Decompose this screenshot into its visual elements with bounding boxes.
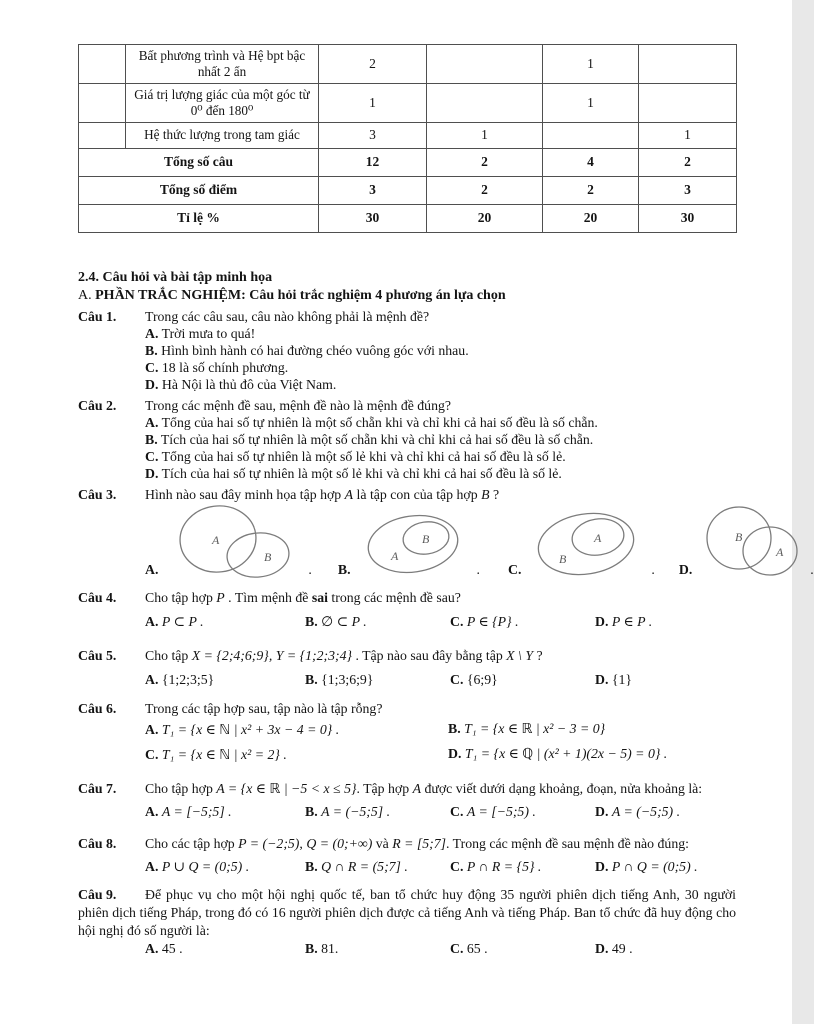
ellipse-label: A (390, 549, 398, 563)
options-row (145, 668, 736, 692)
option-b: B. 81. (305, 941, 339, 956)
option-text: P ⊂ P . (161, 614, 204, 629)
option-text: A = [−5;5) . (466, 804, 536, 819)
topic-cell: Bất phương trình và Hệ bpt bậc nhất 2 ẩn (126, 45, 319, 84)
summary-row-total-points (79, 177, 737, 205)
venn-diagram-overlap (174, 505, 296, 579)
summary-cell: 20 (427, 205, 543, 233)
option-b: B. A = (−5;5] . (305, 804, 391, 819)
option-text: {6;9} (466, 672, 498, 687)
option-text: {1;2;3;5} (161, 672, 215, 687)
option-text: Tổng của hai số tự nhiên là một số lẻ khi và chỉ khi cả hai số đều là số lẻ. (161, 449, 566, 464)
summary-label: Tổng số điểm (79, 177, 319, 205)
option-c: C. A = [−5;5) . (450, 804, 536, 819)
option-text: P ∪ Q = (0;5) . (161, 859, 250, 874)
option-d (145, 465, 736, 482)
empty-cell (79, 84, 126, 123)
document-content (78, 0, 814, 957)
summary-cell: 2 (543, 177, 639, 205)
option-text: A = (−5;5] . (321, 804, 391, 819)
emphasis-sai: sai (311, 590, 328, 605)
option-text: T₁ = {x ∈ ℝ | x² − 3 = 0} (464, 721, 606, 736)
part-label: A. (78, 288, 92, 303)
option-b: B. {1;3;6;9} (305, 672, 374, 687)
count-cell: 1 (427, 123, 543, 149)
option-text: Trời mưa to quá! (161, 326, 256, 341)
count-cell: 3 (319, 123, 427, 149)
summary-cell: 12 (319, 149, 427, 177)
option-text: Tích của hai số tự nhiên là một số lẻ khi và chỉ khi cả hai số đều là số lẻ. (161, 466, 562, 481)
option-label: A. (145, 326, 159, 341)
options-row (145, 717, 736, 742)
count-cell (543, 123, 639, 149)
venn-diagram-overlap (704, 505, 800, 579)
option-c: C. {6;9} (450, 672, 498, 687)
ellipse-label: A (594, 531, 602, 545)
option-text: 49 . (611, 941, 633, 956)
matrix-table (78, 44, 737, 233)
question-number: Câu 6. (78, 701, 117, 716)
question-text: Hình nào sau đây minh họa tập hợp A là tập con của tập hợp B ? (145, 487, 500, 502)
part-title: PHẦN TRẮC NGHIỆM: Câu hỏi trắc nghiệm 4 phương án lựa chọn (95, 288, 506, 303)
empty-cell (79, 123, 126, 149)
venn-diagram-subset (365, 513, 463, 575)
option-a: A. {1;2;3;5} (145, 672, 215, 687)
question-number: Câu 1. (78, 309, 117, 324)
option-label: A. (145, 415, 159, 430)
option-text: 18 là số chính phương. (161, 360, 289, 375)
option-a: A. A = [−5;5] . (145, 804, 232, 819)
question-2 (78, 397, 736, 482)
options-row (145, 610, 736, 634)
option-b: B. ∅ ⊂ P . (305, 614, 367, 629)
option-text: 65 . (466, 941, 488, 956)
option-c: C. P ∈ {P} . (450, 614, 519, 629)
ellipse-label: B (421, 532, 429, 546)
figure-period: . (810, 562, 814, 577)
options-list (145, 325, 736, 393)
options-row (145, 940, 736, 957)
venn-figure-b (338, 513, 480, 577)
option-text: Hà Nội là thủ đô của Việt Nam. (161, 377, 337, 392)
venn-inner-ellipse (743, 527, 797, 575)
options-row (145, 742, 736, 767)
option-b: B. T₁ = {x ∈ ℝ | x² − 3 = 0} (448, 721, 606, 736)
summary-cell: 2 (427, 177, 543, 205)
summary-cell: 20 (543, 205, 639, 233)
question-6 (78, 700, 736, 767)
question-1 (78, 308, 736, 393)
figure-period: . (476, 562, 480, 577)
ellipse-label: A (776, 545, 784, 559)
count-cell: 1 (319, 84, 427, 123)
question-number: Câu 8. (78, 836, 117, 851)
options-list (145, 414, 736, 482)
option-c: C. P ∩ R = {5} . (450, 859, 542, 874)
option-a: A. 45 . (145, 941, 183, 956)
venn-outer-ellipse (534, 507, 638, 581)
ellipse-label: A (212, 533, 220, 547)
option-a: A. P ⊂ P . (145, 614, 204, 629)
figure-label: B. (337, 562, 351, 577)
venn-inner-ellipse (225, 530, 291, 580)
figure-label: C. (507, 562, 522, 577)
option-text: Tích của hai số tự nhiên là một số chẵn khi và chỉ khi cả hai số đều là số chẵn. (160, 432, 594, 447)
summary-label: Tổng số câu (79, 149, 319, 177)
option-d: D. P ∈ P . (595, 614, 653, 629)
set-p-symbol: P (216, 590, 225, 605)
set-a-symbol: A (412, 781, 422, 796)
figure-period: . (308, 562, 312, 577)
set-r-definition: R = [5;7] (392, 836, 447, 851)
ellipse-label: B (735, 530, 743, 544)
option-text: T₁ = {x ∈ ℚ | (x² + 1)(2x − 5) = 0} . (464, 746, 668, 761)
ellipse-label: B (559, 552, 567, 566)
option-text: {1;3;6;9} (321, 672, 374, 687)
option-c: C. 65 . (450, 941, 488, 956)
question-number: Câu 5. (78, 648, 117, 663)
options-row (145, 855, 736, 879)
option-text: {1} (611, 672, 633, 687)
question-9 (78, 886, 736, 957)
count-cell: 2 (319, 45, 427, 84)
question-number: Câu 7. (78, 781, 117, 796)
option-text: P ∈ P . (611, 614, 653, 629)
option-a (145, 414, 736, 431)
summary-cell: 30 (319, 205, 427, 233)
venn-figure-a (145, 505, 312, 577)
count-cell: 1 (543, 45, 639, 84)
summary-cell: 2 (427, 149, 543, 177)
question-text: Trong các mệnh đề sau, mệnh đề nào là mệnh đề đúng? (145, 398, 452, 413)
question-5 (78, 644, 736, 692)
option-text: P ∩ R = {5} . (466, 859, 542, 874)
set-difference: X \ Y (506, 648, 534, 663)
option-d: D. P ∩ Q = (0;5) . (595, 859, 698, 874)
option-text: 45 . (161, 941, 183, 956)
table-row (79, 45, 737, 84)
figure-period: . (651, 562, 655, 577)
option-d: D. {1} (595, 672, 633, 687)
question-8 (78, 832, 736, 879)
set-q-definition: Q = (0;+∞) (306, 836, 373, 851)
option-text: Q ∩ R = (5;7] . (321, 859, 408, 874)
question-7 (78, 777, 736, 824)
table-row (79, 123, 737, 149)
question-number: Câu 9. (78, 887, 117, 902)
summary-cell: 3 (639, 177, 737, 205)
question-text: Cho các tập hợp P = (−2;5), Q = (0;+∞) và R = [5;7]. Trong các mệnh đề sau mệnh đề nào đúng: (145, 836, 689, 851)
topic-cell: Giá trị lượng giác của một góc từ 0⁰ đến 180⁰ (126, 84, 319, 123)
topic-cell: Hệ thức lượng trong tam giác (126, 123, 319, 149)
question-4 (78, 586, 736, 634)
count-cell (639, 45, 737, 84)
option-d: D. T₁ = {x ∈ ℚ | (x² + 1)(2x − 5) = 0} . (448, 746, 668, 761)
summary-cell: 4 (543, 149, 639, 177)
question-text: Cho tập hợp P . Tìm mệnh đề sai trong các mệnh đề sau? (145, 590, 461, 605)
question-text: Cho tập hợp A = {x ∈ ℝ | −5 < x ≤ 5}. Tập hợp A được viết dưới dạng khoảng, đoạn, nửa khoảng là: (145, 781, 703, 796)
option-c (145, 359, 736, 376)
question-text: Trong các câu sau, câu nào không phải là mệnh đề? (145, 309, 430, 324)
figure-label: D. (678, 562, 693, 577)
venn-diagram-superset (535, 511, 639, 579)
question-number: Câu 4. (78, 590, 117, 605)
option-b (145, 342, 736, 359)
summary-row-percent (79, 205, 737, 233)
option-label: C. (145, 360, 159, 375)
option-text: P ∩ Q = (0;5) . (611, 859, 698, 874)
set-definition: X = {2;4;6;9}, Y = {1;2;3;4} (191, 648, 353, 663)
count-cell: 1 (639, 123, 737, 149)
question-text: Trong các tập hợp sau, tập nào là tập rỗng? (145, 701, 383, 716)
question-number: Câu 3. (78, 487, 117, 502)
set-p-definition: P = (−2;5) (238, 836, 300, 851)
set-b-symbol: B (481, 487, 490, 502)
option-label: B. (145, 343, 158, 358)
option-c (145, 448, 736, 465)
option-text: T₁ = {x ∈ ℕ | x² = 2} . (161, 747, 287, 762)
option-a: A. P ∪ Q = (0;5) . (145, 859, 250, 874)
table-row (79, 84, 737, 123)
option-a (145, 325, 736, 342)
summary-label: Tỉ lệ % (79, 205, 319, 233)
option-label: D. (145, 377, 159, 392)
summary-cell: 2 (639, 149, 737, 177)
venn-figure-row (145, 505, 814, 577)
empty-cell (79, 45, 126, 84)
question-number: Câu 2. (78, 398, 117, 413)
question-text: Để phục vụ cho một hội nghị quốc tế, ban tổ chức huy động 35 người phiên dịch tiếng Anh, 30 người phiên dịch tiếng Pháp, trong đó có 16 người phiên dịch được cả tiếng Anh và tiếng Pháp. Ban tổ chức đã huy động cho hội nghị đó số người là: (78, 887, 736, 938)
count-cell (427, 45, 543, 84)
question-text: Cho tập X = {2;4;6;9}, Y = {1;2;3;4} . Tập nào sau đây bằng tập X \ Y ? (145, 648, 543, 663)
option-label: B. (145, 432, 158, 447)
option-d (145, 376, 736, 393)
option-text: A = [−5;5] . (161, 804, 232, 819)
summary-cell: 3 (319, 177, 427, 205)
count-cell (639, 84, 737, 123)
option-text: Tổng của hai số tự nhiên là một số chẵn khi và chỉ khi cả hai số đều là số chẵn. (161, 415, 598, 430)
question-3 (78, 486, 814, 577)
section-title: 2.4. Câu hỏi và bài tập minh họa (78, 270, 273, 285)
options-row (145, 800, 736, 824)
venn-figure-d (679, 505, 814, 577)
option-label: C. (145, 449, 159, 464)
option-a: A. T₁ = {x ∈ ℕ | x² + 3x − 4 = 0} . (145, 722, 340, 737)
option-text: 81. (321, 941, 339, 956)
summary-row-total-questions (79, 149, 737, 177)
venn-figure-c (508, 511, 655, 577)
option-label: D. (145, 466, 159, 481)
set-definition: A = {x ∈ ℝ | −5 < x ≤ 5} (216, 781, 357, 796)
option-text: Hình bình hành có hai đường chéo vuông góc với nhau. (161, 343, 469, 358)
count-cell: 1 (543, 84, 639, 123)
option-text: T₁ = {x ∈ ℕ | x² + 3x − 4 = 0} . (161, 722, 340, 737)
option-d: D. 49 . (595, 941, 633, 956)
option-text: A = (−5;5) . (611, 804, 681, 819)
count-cell (427, 84, 543, 123)
part-heading (78, 287, 736, 304)
option-text: P ∈ {P} . (466, 614, 519, 629)
figure-label: A. (145, 562, 159, 577)
summary-cell: 30 (639, 205, 737, 233)
ellipse-label: B (264, 550, 272, 564)
option-b (145, 431, 736, 448)
option-d: D. A = (−5;5) . (595, 804, 681, 819)
option-c: C. T₁ = {x ∈ ℕ | x² = 2} . (145, 747, 287, 762)
option-b: B. Q ∩ R = (5;7] . (305, 859, 408, 874)
option-text: ∅ ⊂ P . (321, 614, 367, 629)
set-a-symbol: A (344, 487, 354, 502)
